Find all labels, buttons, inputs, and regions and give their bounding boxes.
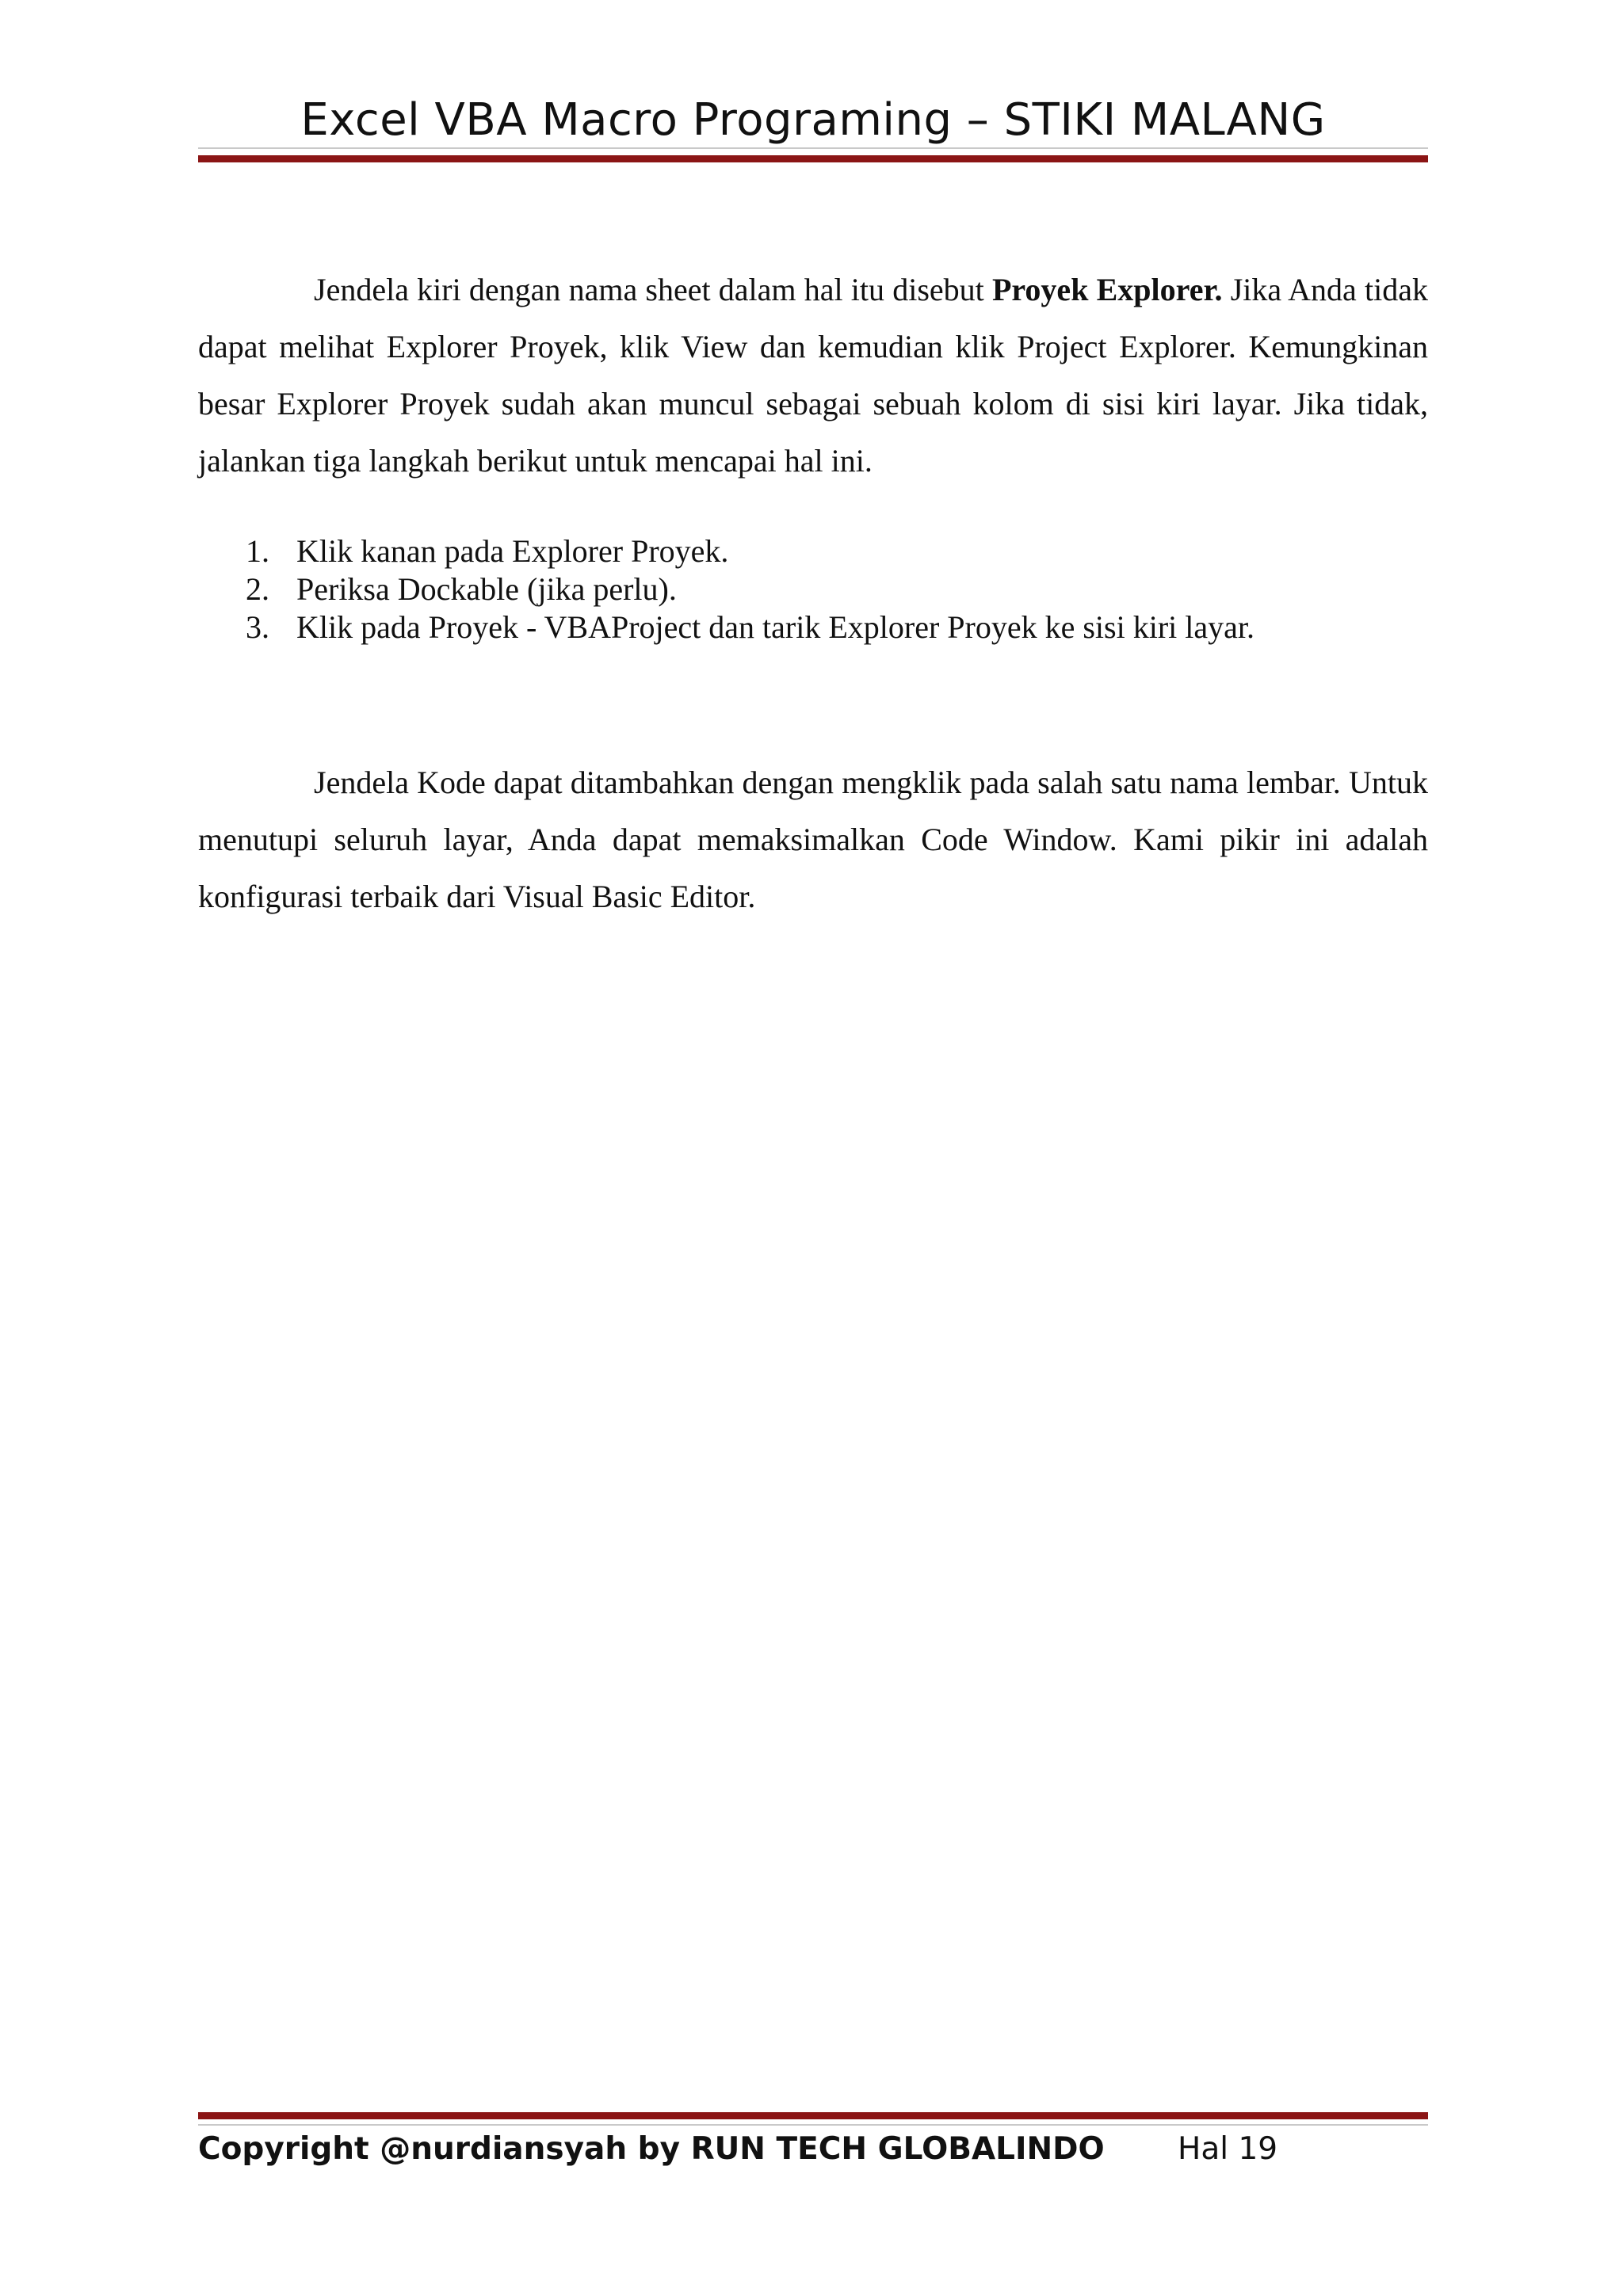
paragraph-project-explorer <box>198 261 1428 490</box>
list-item-text: Klik pada Proyek - VBAProject dan tarik Explorer Proyek ke sisi kiri layar. <box>296 609 1255 645</box>
list-item <box>198 570 1428 608</box>
bold-term-proyek-explorer: Proyek Explorer. <box>991 272 1223 307</box>
list-item-text: Klik kanan pada Explorer Proyek. <box>296 533 729 569</box>
list-item-number: 2. <box>246 571 269 607</box>
list-item-number: 3. <box>246 609 269 645</box>
footer-divider-thick <box>198 2112 1428 2119</box>
paragraph-text: Jika Anda tidak dapat melihat Explorer Proyek, klik View dan kemudian klik Project Explorer. Kemungkinan besar Explorer Proyek sudah akan muncul sebagai sebuah kolom di sisi kiri layar. Jika tidak, jalankan tiga langkah berikut untuk mencapai hal ini. <box>198 272 1428 479</box>
steps-list <box>198 532 1428 646</box>
header-divider-thin <box>198 147 1428 149</box>
list-item <box>198 608 1428 646</box>
list-item-number: 1. <box>246 533 269 569</box>
page-header-title: Excel VBA Macro Programing – STIKI MALANG <box>300 94 1326 146</box>
paragraph-code-window: Jendela Kode dapat ditambahkan dengan mengklik pada salah satu nama lembar. Untuk menutupi seluruh layar, Anda dapat memaksimalkan Code Window. Kami pikir ini adalah konfigurasi terbaik dari Visual Basic Editor. <box>198 765 1428 914</box>
list-item <box>198 532 1428 570</box>
header-divider-thick <box>198 155 1428 162</box>
footer-copyright: Copyright @nurdiansyah by RUN TECH GLOBALINDO <box>198 2131 1105 2167</box>
footer-divider-thin <box>198 2124 1428 2126</box>
footer-page-number: Hal 19 <box>1178 2131 1278 2167</box>
paragraph-text: Jendela kiri dengan nama sheet dalam hal itu disebut <box>314 272 992 307</box>
list-item-text: Periksa Dockable (jika perlu). <box>296 571 677 607</box>
